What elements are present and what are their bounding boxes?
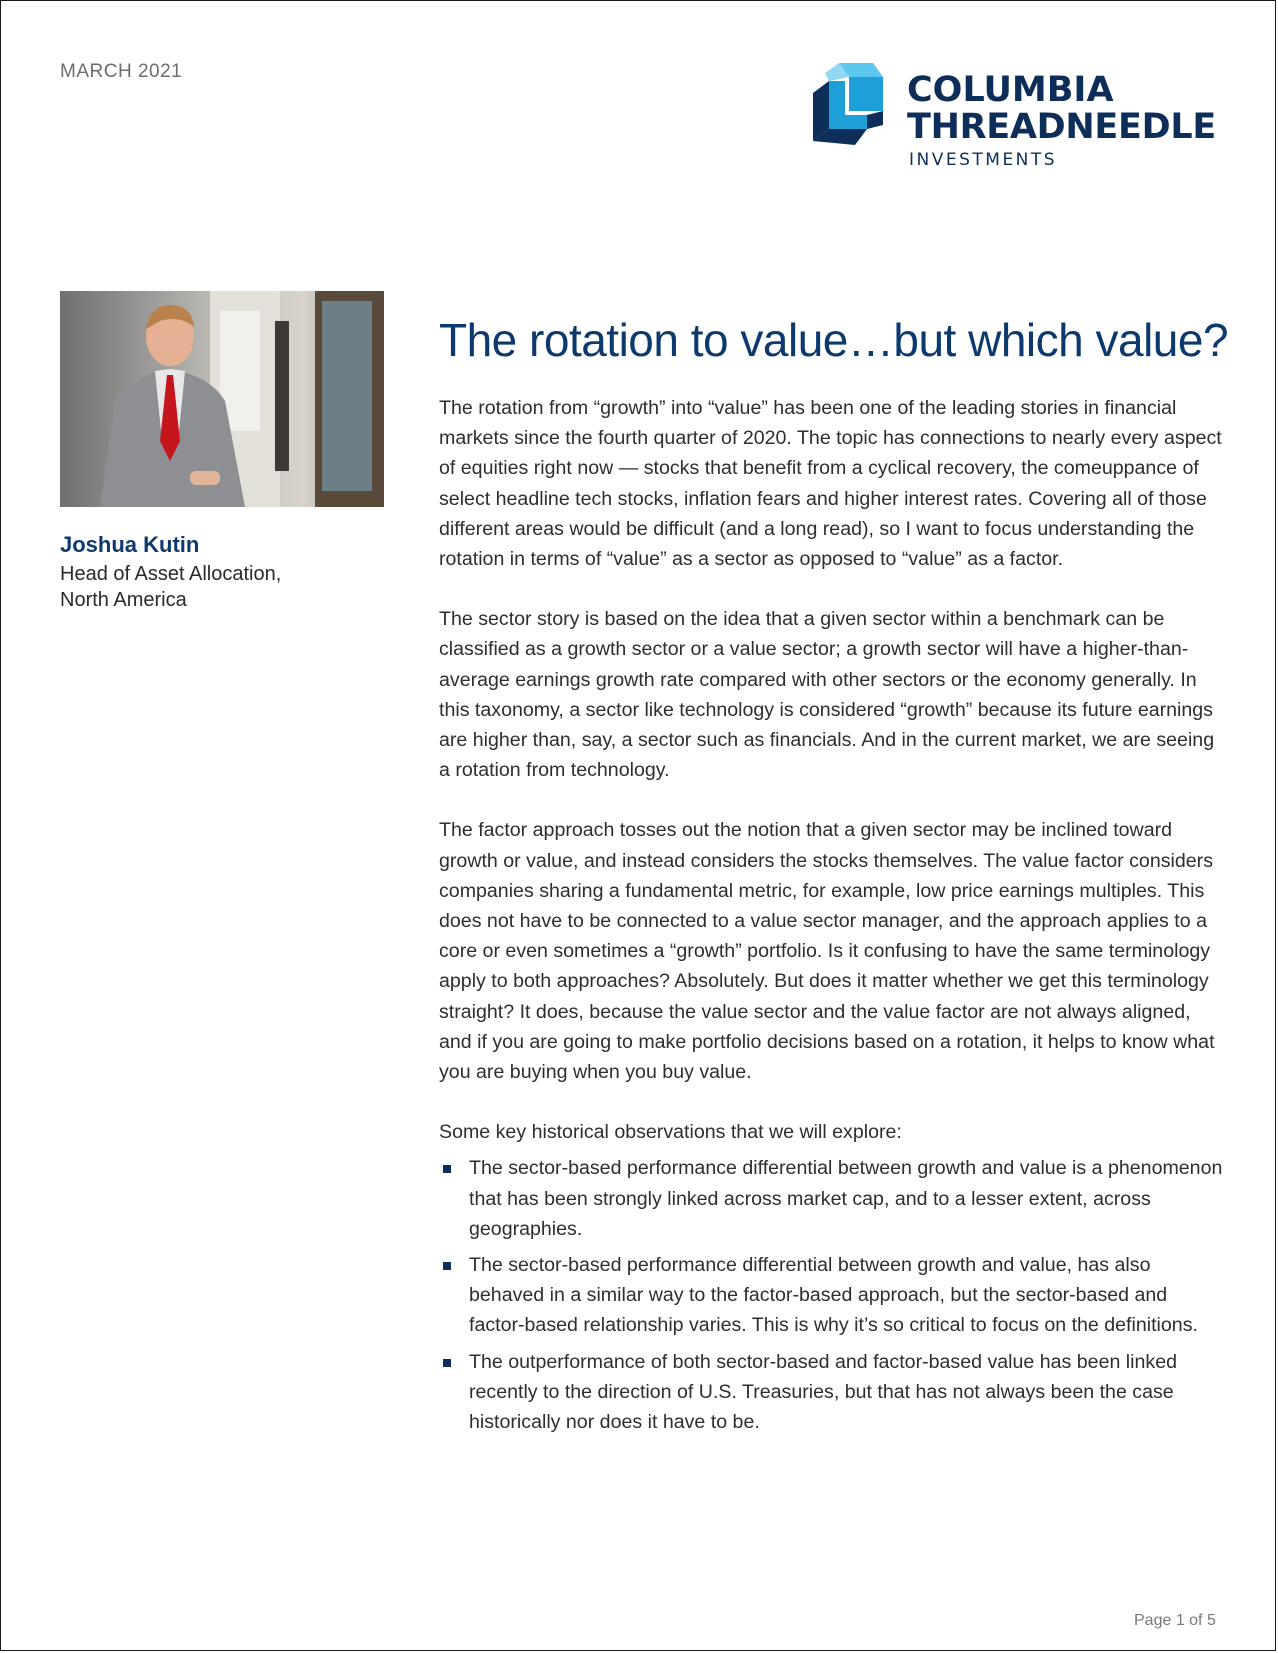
- square-bullet-icon: [443, 1262, 451, 1270]
- author-name: Joshua Kutin: [60, 532, 200, 557]
- company-logo: [809, 63, 1229, 175]
- page-number: Page 1 of 5: [1134, 1612, 1216, 1629]
- paragraph-2: The sector story is based on the idea that a given sector within a benchmark can be classified as a growth sector or a value sector; a growth sector will have a higher-than-average earnings growth rate compared with other sectors or the economy generally. In this taxonomy, a sector like technology is considered “growth” because its future earnings are higher than, say, a sector such as financials. And in the current market, we are seeing a rotation from technology.: [439, 608, 1215, 782]
- list-item: [439, 1153, 1224, 1244]
- logo-text-threadneedle: THREADNEEDLE: [907, 107, 1216, 147]
- list-intro: Some key historical observations that we will explore:: [439, 1121, 902, 1144]
- list-item-text: The sector-based performance differential between growth and value is a phenomenon that has been strongly linked across market cap, and to a lesser extent, across geographies.: [469, 1157, 1223, 1240]
- list-item-text: The outperformance of both sector-based and factor-based value has been linked recently to the direction of U.S. Treasuries, but that has not always been the case historically nor does it have to be.: [469, 1350, 1177, 1434]
- author-title-line2: North America: [60, 589, 187, 611]
- author-photo: [60, 291, 384, 507]
- article-title: The rotation to value…but which value?: [439, 313, 1229, 366]
- square-bullet-icon: [443, 1359, 451, 1367]
- article-body: [439, 393, 1224, 1443]
- square-bullet-icon: [443, 1165, 451, 1173]
- publication-date: MARCH 2021: [60, 61, 183, 82]
- logo-cube-icon: [809, 63, 901, 155]
- list-item: [439, 1347, 1224, 1438]
- author-title: [60, 561, 360, 613]
- author-title-line1: Head of Asset Allocation,: [60, 563, 282, 585]
- paragraph-3: The factor approach tosses out the notion that a given sector may be inclined toward growth or value, and instead considers the stocks themselves. The value factor considers companies sharing a fundamental metric, for example, low price earnings multiples. This does not have to be connected to a value sector manager, and the approach applies to a core or even sometimes a “growth” portfolio. Is it confusing to have the same terminology apply to both approaches? Absolutely. But does it matter whether we get this terminology straight? It does, because the value sector and the value factor are not always aligned, and if you are going to make portfolio decisions based on a rotation, it helps to know what you are buying when you buy value.: [439, 819, 1215, 1084]
- logo-text-columbia: COLUMBIA: [907, 70, 1114, 110]
- list-item: [439, 1250, 1224, 1341]
- logo-text-investments: INVESTMENTS: [909, 150, 1058, 170]
- paragraph-1: The rotation from “growth” into “value” has been one of the leading stories in financial markets since the fourth quarter of 2020. The topic has connections to nearly every aspect of equities right now — stocks that benefit from a cyclical recovery, the comeuppance of select headline tech stocks, inflation fears and higher interest rates. Covering all of those different areas would be difficult (and a long read), so I want to focus understanding the rotation in terms of “value” as a sector as opposed to “value” as a factor.: [439, 397, 1222, 571]
- list-item-text: The sector-based performance differential between growth and value, has also behaved in a similar way to the factor-based approach, but the sector-based and factor-based relationship varies. This is why it’s so critical to focus on the definitions.: [469, 1254, 1198, 1337]
- observations-list: [439, 1153, 1224, 1437]
